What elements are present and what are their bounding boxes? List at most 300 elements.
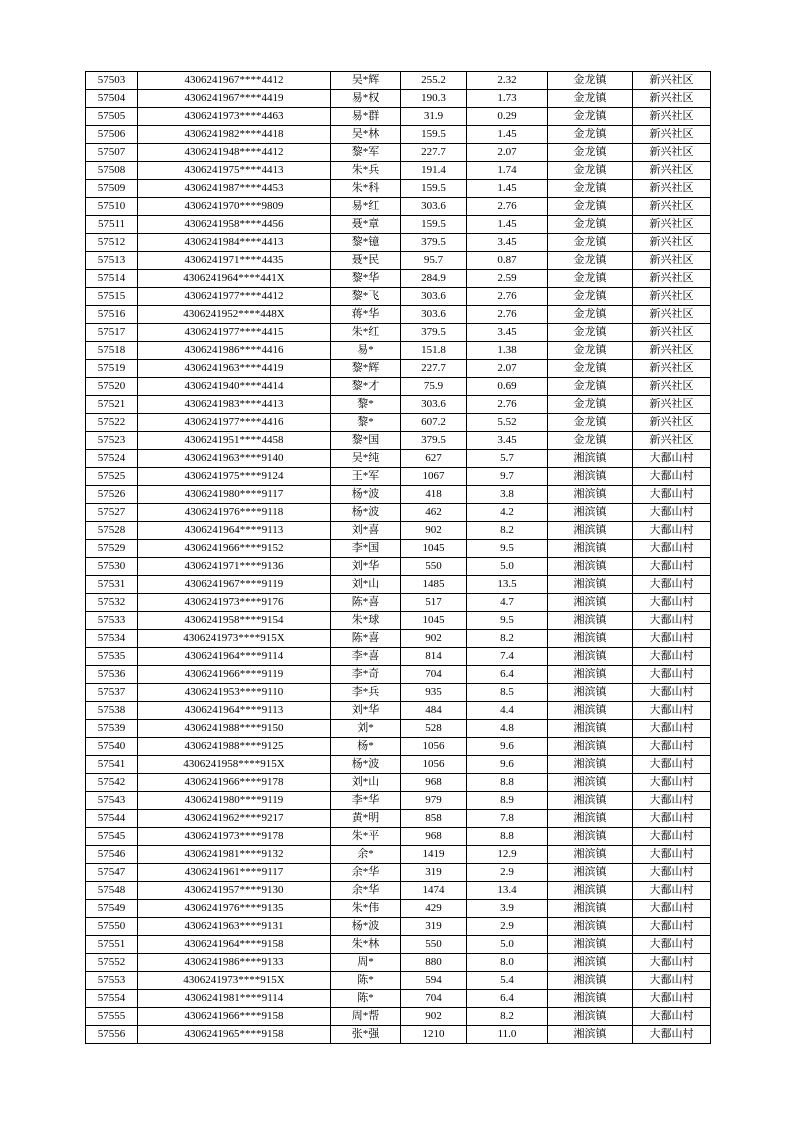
cell-name: 李*兵 [331, 684, 401, 702]
cell-area: 9.6 [467, 738, 548, 756]
cell-town: 湘滨镇 [548, 522, 633, 540]
cell-area: 2.59 [467, 270, 548, 288]
cell-village: 大鄱山村 [633, 954, 711, 972]
table-row [86, 954, 711, 972]
table-row [86, 162, 711, 180]
cell-serial: 57530 [86, 558, 138, 576]
cell-serial: 57514 [86, 270, 138, 288]
cell-serial: 57536 [86, 666, 138, 684]
cell-serial: 57516 [86, 306, 138, 324]
cell-name: 周* [331, 954, 401, 972]
cell-serial: 57519 [86, 360, 138, 378]
cell-serial: 57515 [86, 288, 138, 306]
table-row [86, 666, 711, 684]
cell-amount: 1045 [401, 612, 467, 630]
cell-amount: 704 [401, 666, 467, 684]
cell-serial: 57552 [86, 954, 138, 972]
cell-amount: 594 [401, 972, 467, 990]
cell-area: 4.7 [467, 594, 548, 612]
cell-amount: 607.2 [401, 414, 467, 432]
cell-town: 湘滨镇 [548, 918, 633, 936]
cell-amount: 902 [401, 522, 467, 540]
cell-town: 湘滨镇 [548, 594, 633, 612]
cell-town: 金龙镇 [548, 324, 633, 342]
cell-amount: 303.6 [401, 396, 467, 414]
table-row [86, 252, 711, 270]
cell-id-masked: 4306241988****9125 [138, 738, 331, 756]
cell-name: 黎*华 [331, 270, 401, 288]
cell-village: 新兴社区 [633, 324, 711, 342]
cell-village: 新兴社区 [633, 270, 711, 288]
cell-amount: 31.9 [401, 108, 467, 126]
cell-area: 8.5 [467, 684, 548, 702]
cell-amount: 528 [401, 720, 467, 738]
cell-town: 湘滨镇 [548, 774, 633, 792]
cell-town: 金龙镇 [548, 180, 633, 198]
cell-name: 黎*国 [331, 432, 401, 450]
cell-serial: 57551 [86, 936, 138, 954]
cell-town: 湘滨镇 [548, 576, 633, 594]
cell-serial: 57508 [86, 162, 138, 180]
cell-village: 大鄱山村 [633, 882, 711, 900]
cell-town: 金龙镇 [548, 144, 633, 162]
cell-id-masked: 4306241973****4463 [138, 108, 331, 126]
cell-village: 新兴社区 [633, 180, 711, 198]
table-row [86, 108, 711, 126]
cell-area: 13.5 [467, 576, 548, 594]
cell-id-masked: 4306241948****4412 [138, 144, 331, 162]
table-row [86, 756, 711, 774]
cell-id-masked: 4306241967****4419 [138, 90, 331, 108]
cell-id-masked: 4306241977****4412 [138, 288, 331, 306]
cell-town: 湘滨镇 [548, 990, 633, 1008]
cell-village: 新兴社区 [633, 396, 711, 414]
table-row [86, 72, 711, 90]
cell-village: 大鄱山村 [633, 846, 711, 864]
cell-area: 9.7 [467, 468, 548, 486]
cell-area: 3.45 [467, 324, 548, 342]
cell-amount: 1474 [401, 882, 467, 900]
cell-amount: 1067 [401, 468, 467, 486]
cell-serial: 57525 [86, 468, 138, 486]
cell-name: 王*军 [331, 468, 401, 486]
cell-area: 5.7 [467, 450, 548, 468]
cell-name: 余*华 [331, 864, 401, 882]
cell-amount: 935 [401, 684, 467, 702]
cell-town: 金龙镇 [548, 72, 633, 90]
cell-area: 8.2 [467, 522, 548, 540]
cell-id-masked: 4306241973****9176 [138, 594, 331, 612]
cell-id-masked: 4306241953****9110 [138, 684, 331, 702]
table-row [86, 918, 711, 936]
cell-village: 大鄱山村 [633, 864, 711, 882]
cell-village: 新兴社区 [633, 144, 711, 162]
cell-area: 8.0 [467, 954, 548, 972]
subsidy-table [85, 71, 711, 1044]
cell-serial: 57505 [86, 108, 138, 126]
cell-village: 新兴社区 [633, 162, 711, 180]
cell-name: 黎*才 [331, 378, 401, 396]
cell-id-masked: 4306241986****4416 [138, 342, 331, 360]
cell-area: 5.0 [467, 936, 548, 954]
cell-amount: 484 [401, 702, 467, 720]
table-row [86, 774, 711, 792]
table-row [86, 702, 711, 720]
cell-area: 8.8 [467, 828, 548, 846]
cell-town: 湘滨镇 [548, 558, 633, 576]
cell-serial: 57553 [86, 972, 138, 990]
table-row [86, 558, 711, 576]
cell-area: 2.76 [467, 396, 548, 414]
cell-name: 朱*红 [331, 324, 401, 342]
table-row [86, 738, 711, 756]
cell-id-masked: 4306241940****4414 [138, 378, 331, 396]
cell-serial: 57512 [86, 234, 138, 252]
cell-amount: 190.3 [401, 90, 467, 108]
cell-town: 金龙镇 [548, 234, 633, 252]
cell-name: 易*红 [331, 198, 401, 216]
cell-amount: 517 [401, 594, 467, 612]
cell-town: 湘滨镇 [548, 810, 633, 828]
cell-village: 大鄱山村 [633, 900, 711, 918]
table-row [86, 810, 711, 828]
cell-amount: 284.9 [401, 270, 467, 288]
cell-name: 杨*波 [331, 756, 401, 774]
cell-village: 大鄱山村 [633, 504, 711, 522]
cell-name: 易*群 [331, 108, 401, 126]
cell-serial: 57532 [86, 594, 138, 612]
cell-village: 大鄱山村 [633, 774, 711, 792]
cell-area: 0.87 [467, 252, 548, 270]
cell-amount: 303.6 [401, 288, 467, 306]
cell-id-masked: 4306241957****9130 [138, 882, 331, 900]
cell-village: 新兴社区 [633, 108, 711, 126]
cell-id-masked: 4306241958****9154 [138, 612, 331, 630]
cell-name: 黎*军 [331, 144, 401, 162]
cell-name: 周*帮 [331, 1008, 401, 1026]
cell-area: 5.0 [467, 558, 548, 576]
cell-id-masked: 4306241976****9135 [138, 900, 331, 918]
cell-village: 新兴社区 [633, 414, 711, 432]
cell-id-masked: 4306241963****4419 [138, 360, 331, 378]
cell-amount: 227.7 [401, 144, 467, 162]
table-row [86, 504, 711, 522]
cell-amount: 227.7 [401, 360, 467, 378]
cell-village: 新兴社区 [633, 342, 711, 360]
cell-name: 杨*波 [331, 486, 401, 504]
cell-amount: 379.5 [401, 432, 467, 450]
cell-town: 湘滨镇 [548, 954, 633, 972]
cell-village: 大鄱山村 [633, 486, 711, 504]
cell-serial: 57504 [86, 90, 138, 108]
table-row [86, 180, 711, 198]
cell-id-masked: 4306241984****4413 [138, 234, 331, 252]
cell-id-masked: 4306241964****9113 [138, 522, 331, 540]
cell-id-masked: 4306241961****9117 [138, 864, 331, 882]
cell-serial: 57509 [86, 180, 138, 198]
cell-amount: 379.5 [401, 324, 467, 342]
cell-name: 李*奇 [331, 666, 401, 684]
cell-id-masked: 4306241987****4453 [138, 180, 331, 198]
cell-serial: 57507 [86, 144, 138, 162]
cell-name: 刘* [331, 720, 401, 738]
cell-village: 大鄱山村 [633, 594, 711, 612]
cell-area: 5.52 [467, 414, 548, 432]
table-row [86, 522, 711, 540]
cell-town: 湘滨镇 [548, 630, 633, 648]
cell-village: 大鄱山村 [633, 630, 711, 648]
table-row [86, 414, 711, 432]
cell-id-masked: 4306241964****9113 [138, 702, 331, 720]
cell-amount: 704 [401, 990, 467, 1008]
cell-town: 金龙镇 [548, 306, 633, 324]
cell-village: 大鄱山村 [633, 648, 711, 666]
cell-town: 湘滨镇 [548, 612, 633, 630]
cell-village: 大鄱山村 [633, 828, 711, 846]
table-row [86, 612, 711, 630]
cell-id-masked: 4306241988****9150 [138, 720, 331, 738]
cell-town: 湘滨镇 [548, 702, 633, 720]
cell-serial: 57538 [86, 702, 138, 720]
cell-village: 大鄱山村 [633, 468, 711, 486]
cell-area: 3.9 [467, 900, 548, 918]
cell-town: 湘滨镇 [548, 666, 633, 684]
cell-serial: 57531 [86, 576, 138, 594]
cell-area: 8.2 [467, 630, 548, 648]
cell-village: 新兴社区 [633, 216, 711, 234]
cell-amount: 95.7 [401, 252, 467, 270]
cell-village: 大鄱山村 [633, 918, 711, 936]
cell-name: 黎* [331, 414, 401, 432]
cell-id-masked: 4306241973****915X [138, 972, 331, 990]
cell-amount: 1056 [401, 738, 467, 756]
cell-town: 金龙镇 [548, 216, 633, 234]
cell-town: 湘滨镇 [548, 486, 633, 504]
table-row [86, 378, 711, 396]
cell-area: 3.45 [467, 432, 548, 450]
table-row [86, 630, 711, 648]
cell-village: 大鄱山村 [633, 972, 711, 990]
cell-town: 湘滨镇 [548, 720, 633, 738]
cell-amount: 379.5 [401, 234, 467, 252]
cell-town: 湘滨镇 [548, 882, 633, 900]
cell-amount: 418 [401, 486, 467, 504]
cell-village: 大鄱山村 [633, 792, 711, 810]
table-row [86, 468, 711, 486]
cell-amount: 319 [401, 864, 467, 882]
cell-id-masked: 4306241967****4412 [138, 72, 331, 90]
cell-name: 朱*平 [331, 828, 401, 846]
cell-town: 湘滨镇 [548, 792, 633, 810]
cell-name: 黎*飞 [331, 288, 401, 306]
cell-amount: 429 [401, 900, 467, 918]
cell-amount: 255.2 [401, 72, 467, 90]
cell-id-masked: 4306241966****9119 [138, 666, 331, 684]
cell-serial: 57527 [86, 504, 138, 522]
cell-id-masked: 4306241977****4416 [138, 414, 331, 432]
cell-serial: 57547 [86, 864, 138, 882]
cell-name: 朱*兵 [331, 162, 401, 180]
cell-town: 金龙镇 [548, 108, 633, 126]
table-row [86, 216, 711, 234]
cell-name: 黎*镱 [331, 234, 401, 252]
cell-id-masked: 4306241971****9136 [138, 558, 331, 576]
table-row [86, 792, 711, 810]
cell-area: 13.4 [467, 882, 548, 900]
cell-area: 2.76 [467, 288, 548, 306]
table-row [86, 936, 711, 954]
cell-amount: 968 [401, 828, 467, 846]
cell-village: 新兴社区 [633, 126, 711, 144]
cell-serial: 57520 [86, 378, 138, 396]
cell-serial: 57542 [86, 774, 138, 792]
cell-town: 湘滨镇 [548, 828, 633, 846]
cell-area: 9.6 [467, 756, 548, 774]
cell-name: 易*权 [331, 90, 401, 108]
table-row [86, 828, 711, 846]
cell-id-masked: 4306241958****915X [138, 756, 331, 774]
cell-name: 李*国 [331, 540, 401, 558]
cell-amount: 550 [401, 936, 467, 954]
cell-serial: 57544 [86, 810, 138, 828]
cell-town: 湘滨镇 [548, 1008, 633, 1026]
cell-serial: 57556 [86, 1026, 138, 1044]
cell-village: 大鄱山村 [633, 684, 711, 702]
cell-name: 张*强 [331, 1026, 401, 1044]
cell-village: 大鄱山村 [633, 1008, 711, 1026]
cell-serial: 57543 [86, 792, 138, 810]
cell-id-masked: 4306241966****9178 [138, 774, 331, 792]
cell-village: 大鄱山村 [633, 558, 711, 576]
cell-area: 3.45 [467, 234, 548, 252]
cell-id-masked: 4306241965****9158 [138, 1026, 331, 1044]
cell-id-masked: 4306241964****9158 [138, 936, 331, 954]
cell-area: 4.4 [467, 702, 548, 720]
table-row [86, 684, 711, 702]
cell-serial: 57540 [86, 738, 138, 756]
cell-amount: 303.6 [401, 198, 467, 216]
cell-amount: 1419 [401, 846, 467, 864]
table-row [86, 900, 711, 918]
cell-name: 吴*辉 [331, 72, 401, 90]
cell-name: 刘*喜 [331, 522, 401, 540]
cell-area: 4.2 [467, 504, 548, 522]
table-row [86, 324, 711, 342]
table-row [86, 846, 711, 864]
cell-name: 蒋*华 [331, 306, 401, 324]
cell-town: 金龙镇 [548, 360, 633, 378]
cell-serial: 57528 [86, 522, 138, 540]
cell-name: 杨* [331, 738, 401, 756]
cell-id-masked: 4306241980****9119 [138, 792, 331, 810]
cell-id-masked: 4306241958****4456 [138, 216, 331, 234]
cell-serial: 57522 [86, 414, 138, 432]
cell-id-masked: 4306241970****9809 [138, 198, 331, 216]
cell-town: 湘滨镇 [548, 540, 633, 558]
cell-serial: 57533 [86, 612, 138, 630]
cell-village: 新兴社区 [633, 360, 711, 378]
table-row [86, 90, 711, 108]
cell-village: 大鄱山村 [633, 522, 711, 540]
cell-town: 湘滨镇 [548, 1026, 633, 1044]
cell-amount: 151.8 [401, 342, 467, 360]
cell-name: 陈*喜 [331, 630, 401, 648]
cell-area: 8.2 [467, 1008, 548, 1026]
cell-area: 2.07 [467, 360, 548, 378]
cell-serial: 57511 [86, 216, 138, 234]
cell-id-masked: 4306241962****9217 [138, 810, 331, 828]
cell-amount: 814 [401, 648, 467, 666]
cell-name: 刘*华 [331, 558, 401, 576]
cell-village: 大鄱山村 [633, 756, 711, 774]
cell-town: 湘滨镇 [548, 684, 633, 702]
cell-name: 朱*伟 [331, 900, 401, 918]
cell-name: 李*喜 [331, 648, 401, 666]
cell-name: 陈*喜 [331, 594, 401, 612]
cell-area: 4.8 [467, 720, 548, 738]
cell-amount: 1056 [401, 756, 467, 774]
cell-id-masked: 4306241951****4458 [138, 432, 331, 450]
cell-town: 金龙镇 [548, 396, 633, 414]
cell-name: 聂*民 [331, 252, 401, 270]
cell-serial: 57555 [86, 1008, 138, 1026]
cell-area: 1.45 [467, 126, 548, 144]
cell-town: 金龙镇 [548, 126, 633, 144]
cell-area: 1.74 [467, 162, 548, 180]
cell-id-masked: 4306241967****9119 [138, 576, 331, 594]
cell-id-masked: 4306241980****9117 [138, 486, 331, 504]
cell-village: 新兴社区 [633, 72, 711, 90]
table-row [86, 450, 711, 468]
cell-area: 9.5 [467, 540, 548, 558]
table-row [86, 306, 711, 324]
table-row [86, 126, 711, 144]
cell-amount: 880 [401, 954, 467, 972]
cell-serial: 57535 [86, 648, 138, 666]
table-row [86, 720, 711, 738]
cell-town: 金龙镇 [548, 162, 633, 180]
table-row [86, 882, 711, 900]
table-row [86, 1008, 711, 1026]
cell-id-masked: 4306241982****4418 [138, 126, 331, 144]
table-row [86, 342, 711, 360]
cell-name: 朱*林 [331, 936, 401, 954]
cell-name: 陈* [331, 990, 401, 1008]
cell-area: 2.76 [467, 306, 548, 324]
cell-area: 1.73 [467, 90, 548, 108]
cell-village: 大鄱山村 [633, 720, 711, 738]
cell-village: 新兴社区 [633, 234, 711, 252]
cell-town: 湘滨镇 [548, 900, 633, 918]
cell-village: 大鄱山村 [633, 666, 711, 684]
cell-amount: 968 [401, 774, 467, 792]
cell-amount: 902 [401, 1008, 467, 1026]
cell-village: 大鄱山村 [633, 702, 711, 720]
cell-town: 湘滨镇 [548, 450, 633, 468]
cell-id-masked: 4306241981****9132 [138, 846, 331, 864]
cell-town: 金龙镇 [548, 432, 633, 450]
cell-name: 朱*球 [331, 612, 401, 630]
cell-amount: 1210 [401, 1026, 467, 1044]
cell-id-masked: 4306241976****9118 [138, 504, 331, 522]
table-row [86, 990, 711, 1008]
cell-town: 湘滨镇 [548, 504, 633, 522]
cell-serial: 57554 [86, 990, 138, 1008]
cell-serial: 57513 [86, 252, 138, 270]
cell-village: 大鄱山村 [633, 990, 711, 1008]
cell-town: 金龙镇 [548, 288, 633, 306]
cell-village: 大鄱山村 [633, 450, 711, 468]
